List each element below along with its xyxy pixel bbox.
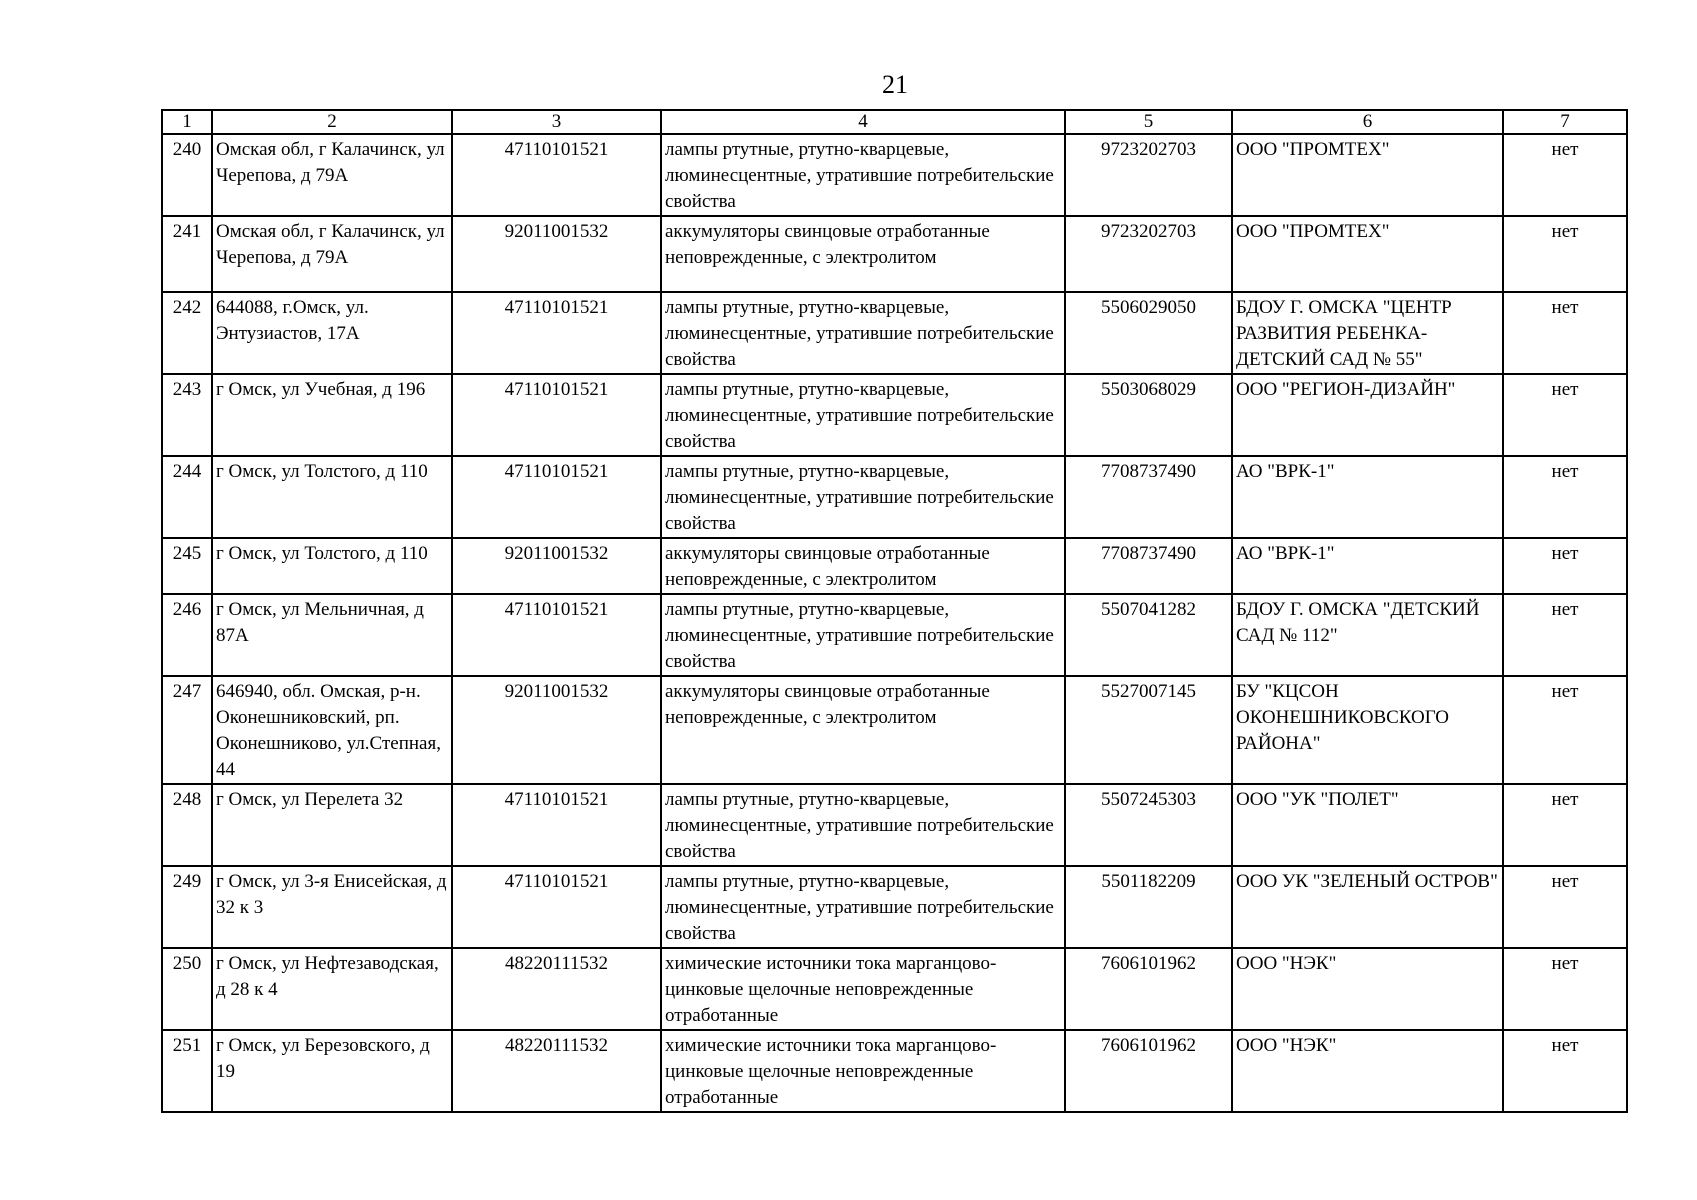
table-row [162, 594, 1627, 676]
organization-cell: ООО УК "ЗЕЛЕНЫЙ ОСТРОВ" [1232, 866, 1503, 948]
table-row [162, 948, 1627, 1030]
table-header [162, 110, 1627, 134]
organization-cell: АО "ВРК-1" [1232, 538, 1503, 594]
row-number: 249 [162, 866, 212, 948]
flag-cell: нет [1503, 538, 1627, 594]
table-row [162, 292, 1627, 374]
row-number: 240 [162, 134, 212, 216]
waste-name-cell: химические источники тока марганцово-цинковые щелочные неповрежденные отработанные [661, 948, 1065, 1030]
inn-cell: 7606101962 [1065, 948, 1232, 1030]
row-number: 248 [162, 784, 212, 866]
inn-cell: 5506029050 [1065, 292, 1232, 374]
flag-cell: нет [1503, 784, 1627, 866]
inn-cell: 9723202703 [1065, 216, 1232, 292]
flag-cell: нет [1503, 374, 1627, 456]
waste-name-cell: лампы ртутные, ртутно-кварцевые, люминесцентные, утратившие потребительские свойства [661, 784, 1065, 866]
waste-name-cell: лампы ртутные, ртутно-кварцевые, люминесцентные, утратившие потребительские свойства [661, 866, 1065, 948]
table-row [162, 784, 1627, 866]
table-row [162, 456, 1627, 538]
row-number: 250 [162, 948, 212, 1030]
header-col-4: 4 [661, 110, 1065, 134]
waste-code-cell: 47110101521 [452, 866, 661, 948]
inn-cell: 5501182209 [1065, 866, 1232, 948]
inn-cell: 9723202703 [1065, 134, 1232, 216]
row-number: 243 [162, 374, 212, 456]
waste-name-cell: лампы ртутные, ртутно-кварцевые, люминесцентные, утратившие потребительские свойства [661, 292, 1065, 374]
table-row [162, 134, 1627, 216]
address-cell: 644088, г.Омск, ул. Энтузиастов, 17А [212, 292, 452, 374]
waste-code-cell: 47110101521 [452, 374, 661, 456]
waste-name-cell: аккумуляторы свинцовые отработанные неповрежденные, с электролитом [661, 676, 1065, 784]
header-row [162, 110, 1627, 134]
waste-name-cell: лампы ртутные, ртутно-кварцевые, люминесцентные, утратившие потребительские свойства [661, 456, 1065, 538]
page-number: 21 [882, 70, 908, 99]
waste-name-cell: аккумуляторы свинцовые отработанные неповрежденные, с электролитом [661, 538, 1065, 594]
inn-cell: 7606101962 [1065, 1030, 1232, 1112]
waste-code-cell: 47110101521 [452, 784, 661, 866]
flag-cell: нет [1503, 866, 1627, 948]
row-number: 245 [162, 538, 212, 594]
organization-cell: БУ "КЦСОН ОКОНЕШНИКОВСКОГО РАЙОНА" [1232, 676, 1503, 784]
flag-cell: нет [1503, 676, 1627, 784]
registry-table [161, 109, 1628, 1113]
organization-cell: ООО "НЭК" [1232, 948, 1503, 1030]
address-cell: 646940, обл. Омская, р-н. Оконешниковский, рп. Оконешниково, ул.Степная, 44 [212, 676, 452, 784]
waste-code-cell: 48220111532 [452, 948, 661, 1030]
header-col-7: 7 [1503, 110, 1627, 134]
address-cell: г Омск, ул Березовского, д 19 [212, 1030, 452, 1112]
waste-name-cell: химические источники тока марганцово-цинковые щелочные неповрежденные отработанные [661, 1030, 1065, 1112]
address-cell: г Омск, ул Нефтезаводская, д 28 к 4 [212, 948, 452, 1030]
flag-cell: нет [1503, 594, 1627, 676]
organization-cell: ООО "ПРОМТЕХ" [1232, 216, 1503, 292]
header-col-6: 6 [1232, 110, 1503, 134]
address-cell: Омская обл, г Калачинск, ул Черепова, д 79А [212, 216, 452, 292]
organization-cell: БДОУ Г. ОМСКА "ДЕТСКИЙ САД № 112" [1232, 594, 1503, 676]
row-number: 242 [162, 292, 212, 374]
waste-code-cell: 47110101521 [452, 134, 661, 216]
flag-cell: нет [1503, 948, 1627, 1030]
flag-cell: нет [1503, 292, 1627, 374]
organization-cell: ООО "ПРОМТЕХ" [1232, 134, 1503, 216]
table-row [162, 538, 1627, 594]
waste-code-cell: 47110101521 [452, 292, 661, 374]
organization-cell: ООО "НЭК" [1232, 1030, 1503, 1112]
flag-cell: нет [1503, 1030, 1627, 1112]
address-cell: г Омск, ул Учебная, д 196 [212, 374, 452, 456]
address-cell: г Омск, ул Перелета 32 [212, 784, 452, 866]
row-number: 246 [162, 594, 212, 676]
inn-cell: 5527007145 [1065, 676, 1232, 784]
table-row [162, 374, 1627, 456]
waste-name-cell: лампы ртутные, ртутно-кварцевые, люминесцентные, утратившие потребительские свойства [661, 134, 1065, 216]
address-cell: г Омск, ул Толстого, д 110 [212, 456, 452, 538]
header-col-3: 3 [452, 110, 661, 134]
table-row [162, 1030, 1627, 1112]
row-number: 244 [162, 456, 212, 538]
row-number: 247 [162, 676, 212, 784]
flag-cell: нет [1503, 456, 1627, 538]
waste-code-cell: 47110101521 [452, 594, 661, 676]
organization-cell: ООО "РЕГИОН-ДИЗАЙН" [1232, 374, 1503, 456]
organization-cell: АО "ВРК-1" [1232, 456, 1503, 538]
waste-code-cell: 92011001532 [452, 538, 661, 594]
waste-code-cell: 48220111532 [452, 1030, 661, 1112]
waste-name-cell: лампы ртутные, ртутно-кварцевые, люминесцентные, утратившие потребительские свойства [661, 374, 1065, 456]
waste-code-cell: 92011001532 [452, 676, 661, 784]
row-number: 241 [162, 216, 212, 292]
table-row [162, 676, 1627, 784]
table-body [162, 134, 1627, 1112]
table-row [162, 866, 1627, 948]
inn-cell: 5503068029 [1065, 374, 1232, 456]
organization-cell: БДОУ Г. ОМСКА "ЦЕНТР РАЗВИТИЯ РЕБЕНКА-ДЕТСКИЙ САД № 55" [1232, 292, 1503, 374]
waste-name-cell: аккумуляторы свинцовые отработанные неповрежденные, с электролитом [661, 216, 1065, 292]
address-cell: г Омск, ул Мельничная, д 87А [212, 594, 452, 676]
inn-cell: 7708737490 [1065, 456, 1232, 538]
header-col-1: 1 [162, 110, 212, 134]
row-number: 251 [162, 1030, 212, 1112]
address-cell: Омская обл, г Калачинск, ул Черепова, д 79А [212, 134, 452, 216]
waste-code-cell: 47110101521 [452, 456, 661, 538]
inn-cell: 5507041282 [1065, 594, 1232, 676]
flag-cell: нет [1503, 216, 1627, 292]
inn-cell: 7708737490 [1065, 538, 1232, 594]
header-col-2: 2 [212, 110, 452, 134]
address-cell: г Омск, ул 3-я Енисейская, д 32 к 3 [212, 866, 452, 948]
header-col-5: 5 [1065, 110, 1232, 134]
waste-name-cell: лампы ртутные, ртутно-кварцевые, люминесцентные, утратившие потребительские свойства [661, 594, 1065, 676]
table-row [162, 216, 1627, 292]
address-cell: г Омск, ул Толстого, д 110 [212, 538, 452, 594]
waste-code-cell: 92011001532 [452, 216, 661, 292]
inn-cell: 5507245303 [1065, 784, 1232, 866]
organization-cell: ООО "УК "ПОЛЕТ" [1232, 784, 1503, 866]
flag-cell: нет [1503, 134, 1627, 216]
